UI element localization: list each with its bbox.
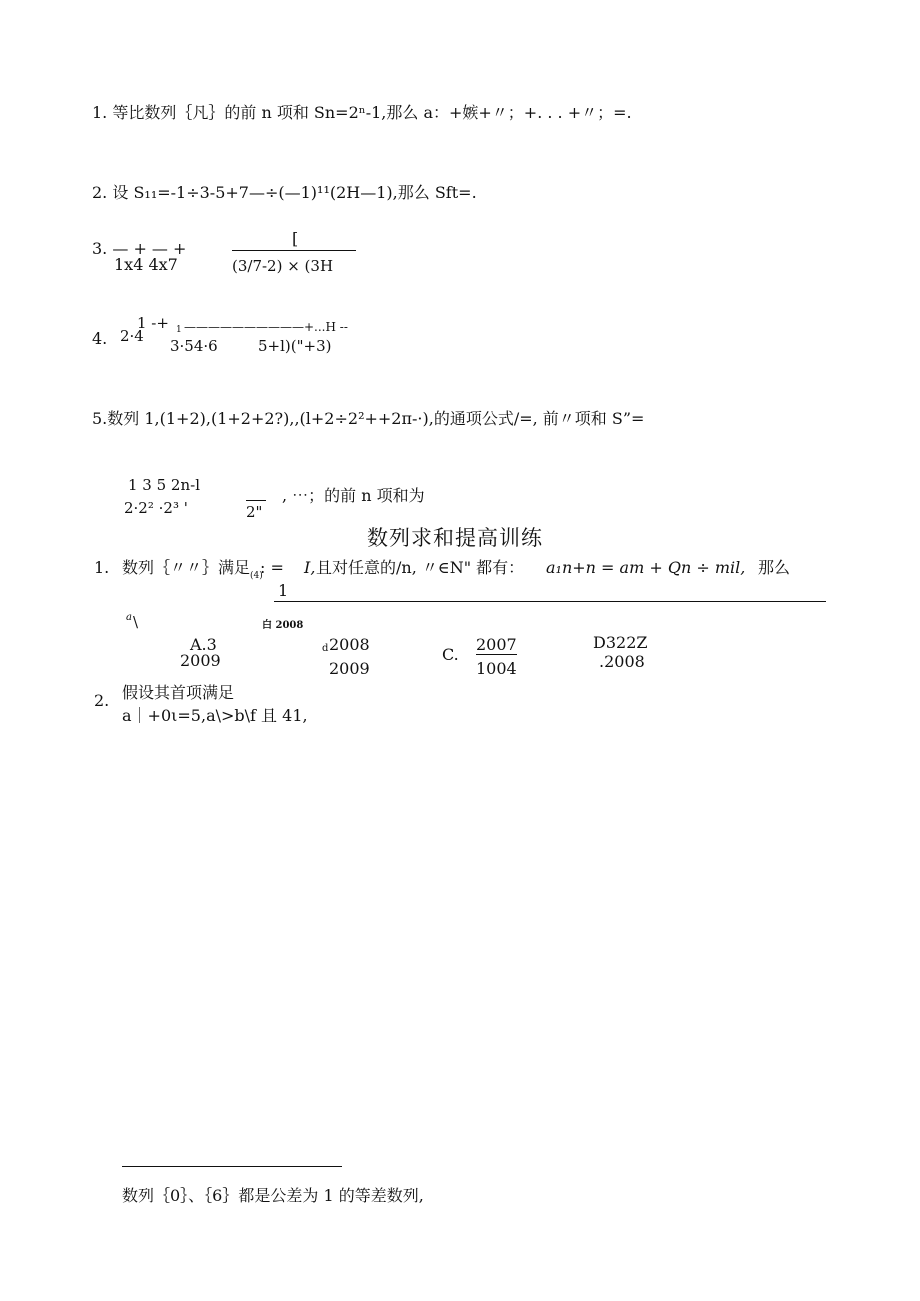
problem-1-bar: \ <box>133 613 139 631</box>
option-c-top: 2007 <box>476 635 517 654</box>
question-3-prefix: 3. — + — + <box>92 239 187 258</box>
problem-1-bai: 白 2008 <box>262 620 304 631</box>
question-3-mark: [ <box>292 229 299 248</box>
question-1: 1. 等比数列｛凡｝的前 n 项和 Sn=2ⁿ-1,那么 a：+嫉+〃；+. . . +〃；=. <box>92 103 632 122</box>
question-4-prefix: 4. <box>92 329 108 348</box>
question-4-dashes: ——————————+...H -- <box>184 320 348 334</box>
problem-2-number: 2. <box>94 691 110 710</box>
footnote-separator <box>122 1166 342 1167</box>
option-a-top: A.3 <box>190 635 217 654</box>
question-5: 5.数列 1,(1+2),(1+2+2?),,(l+2÷2²++2ᴨ-·),的通项公式/=, 前〃项和 S”= <box>92 409 645 428</box>
question-3-fraction-bar <box>232 250 356 251</box>
question-4-denominator-1: 3·54·6 <box>170 337 218 355</box>
problem-2-line-1: 假设其首项满足 <box>122 683 235 702</box>
problem-1-formula: a₁n+n = am + Qn ÷ mil, <box>546 558 746 577</box>
question-6-fraction-bar <box>246 500 266 501</box>
problem-1-numerator: 1 <box>278 581 289 600</box>
question-4-term-a: 2·4 <box>120 327 144 345</box>
problem-1-fraction-bar <box>274 601 826 602</box>
question-6-tail: , ⋯；的前 n 项和为 <box>282 486 425 505</box>
problem-1-subscript: (4) <box>250 571 263 581</box>
question-6-bottom: 2·2² ·2³ ' <box>124 499 188 517</box>
option-c-label: C. <box>442 645 459 664</box>
question-4-denominator-2: 5+l)("+3) <box>258 337 332 355</box>
question-2: 2. 设 S₁₁=-1÷3-5+7—÷(—1)¹¹(2H—1),那么 Sft=. <box>92 183 477 202</box>
question-3-denominator: 1x4 4x7 <box>114 255 178 274</box>
problem-1-text-3: 那么 <box>758 558 791 577</box>
question-4-term-c: 1 <box>176 325 182 335</box>
question-6-top: 1 3 5 2n-l <box>128 476 201 494</box>
problem-1-number: 1. <box>94 558 110 577</box>
section-title: 数列求和提高训练 <box>367 526 543 550</box>
option-d-top: D322Z <box>593 633 648 652</box>
option-b-sub: d <box>322 643 329 654</box>
footnote-text: 数列｛0｝、｛6｝都是公差为 1 的等差数列, <box>122 1186 424 1205</box>
option-b-top: 2008 <box>329 635 370 654</box>
question-3-denominator-2: (3/7-2) × (3H <box>232 257 334 275</box>
option-d-bottom: .2008 <box>599 652 645 671</box>
problem-1-condition: I, <box>304 558 316 577</box>
problem-2-line-2: a｜+0ι=5,a\>b\f 且 41, <box>122 706 308 725</box>
problem-1-a-left: a <box>126 612 132 623</box>
option-c-bottom: 1004 <box>476 659 517 678</box>
problem-1-text: 数列｛〃〃｝满足 <box>122 558 251 577</box>
problem-1-colon: : = <box>260 558 284 577</box>
option-a-bottom: 2009 <box>180 651 221 670</box>
problem-1-text-2: 且对任意的/n, 〃∈N" 都有： <box>316 558 525 577</box>
option-b-bottom: 2009 <box>329 659 370 678</box>
question-4-term-b: 1 -+ <box>137 314 169 332</box>
question-6-frac: 2" <box>246 503 263 521</box>
